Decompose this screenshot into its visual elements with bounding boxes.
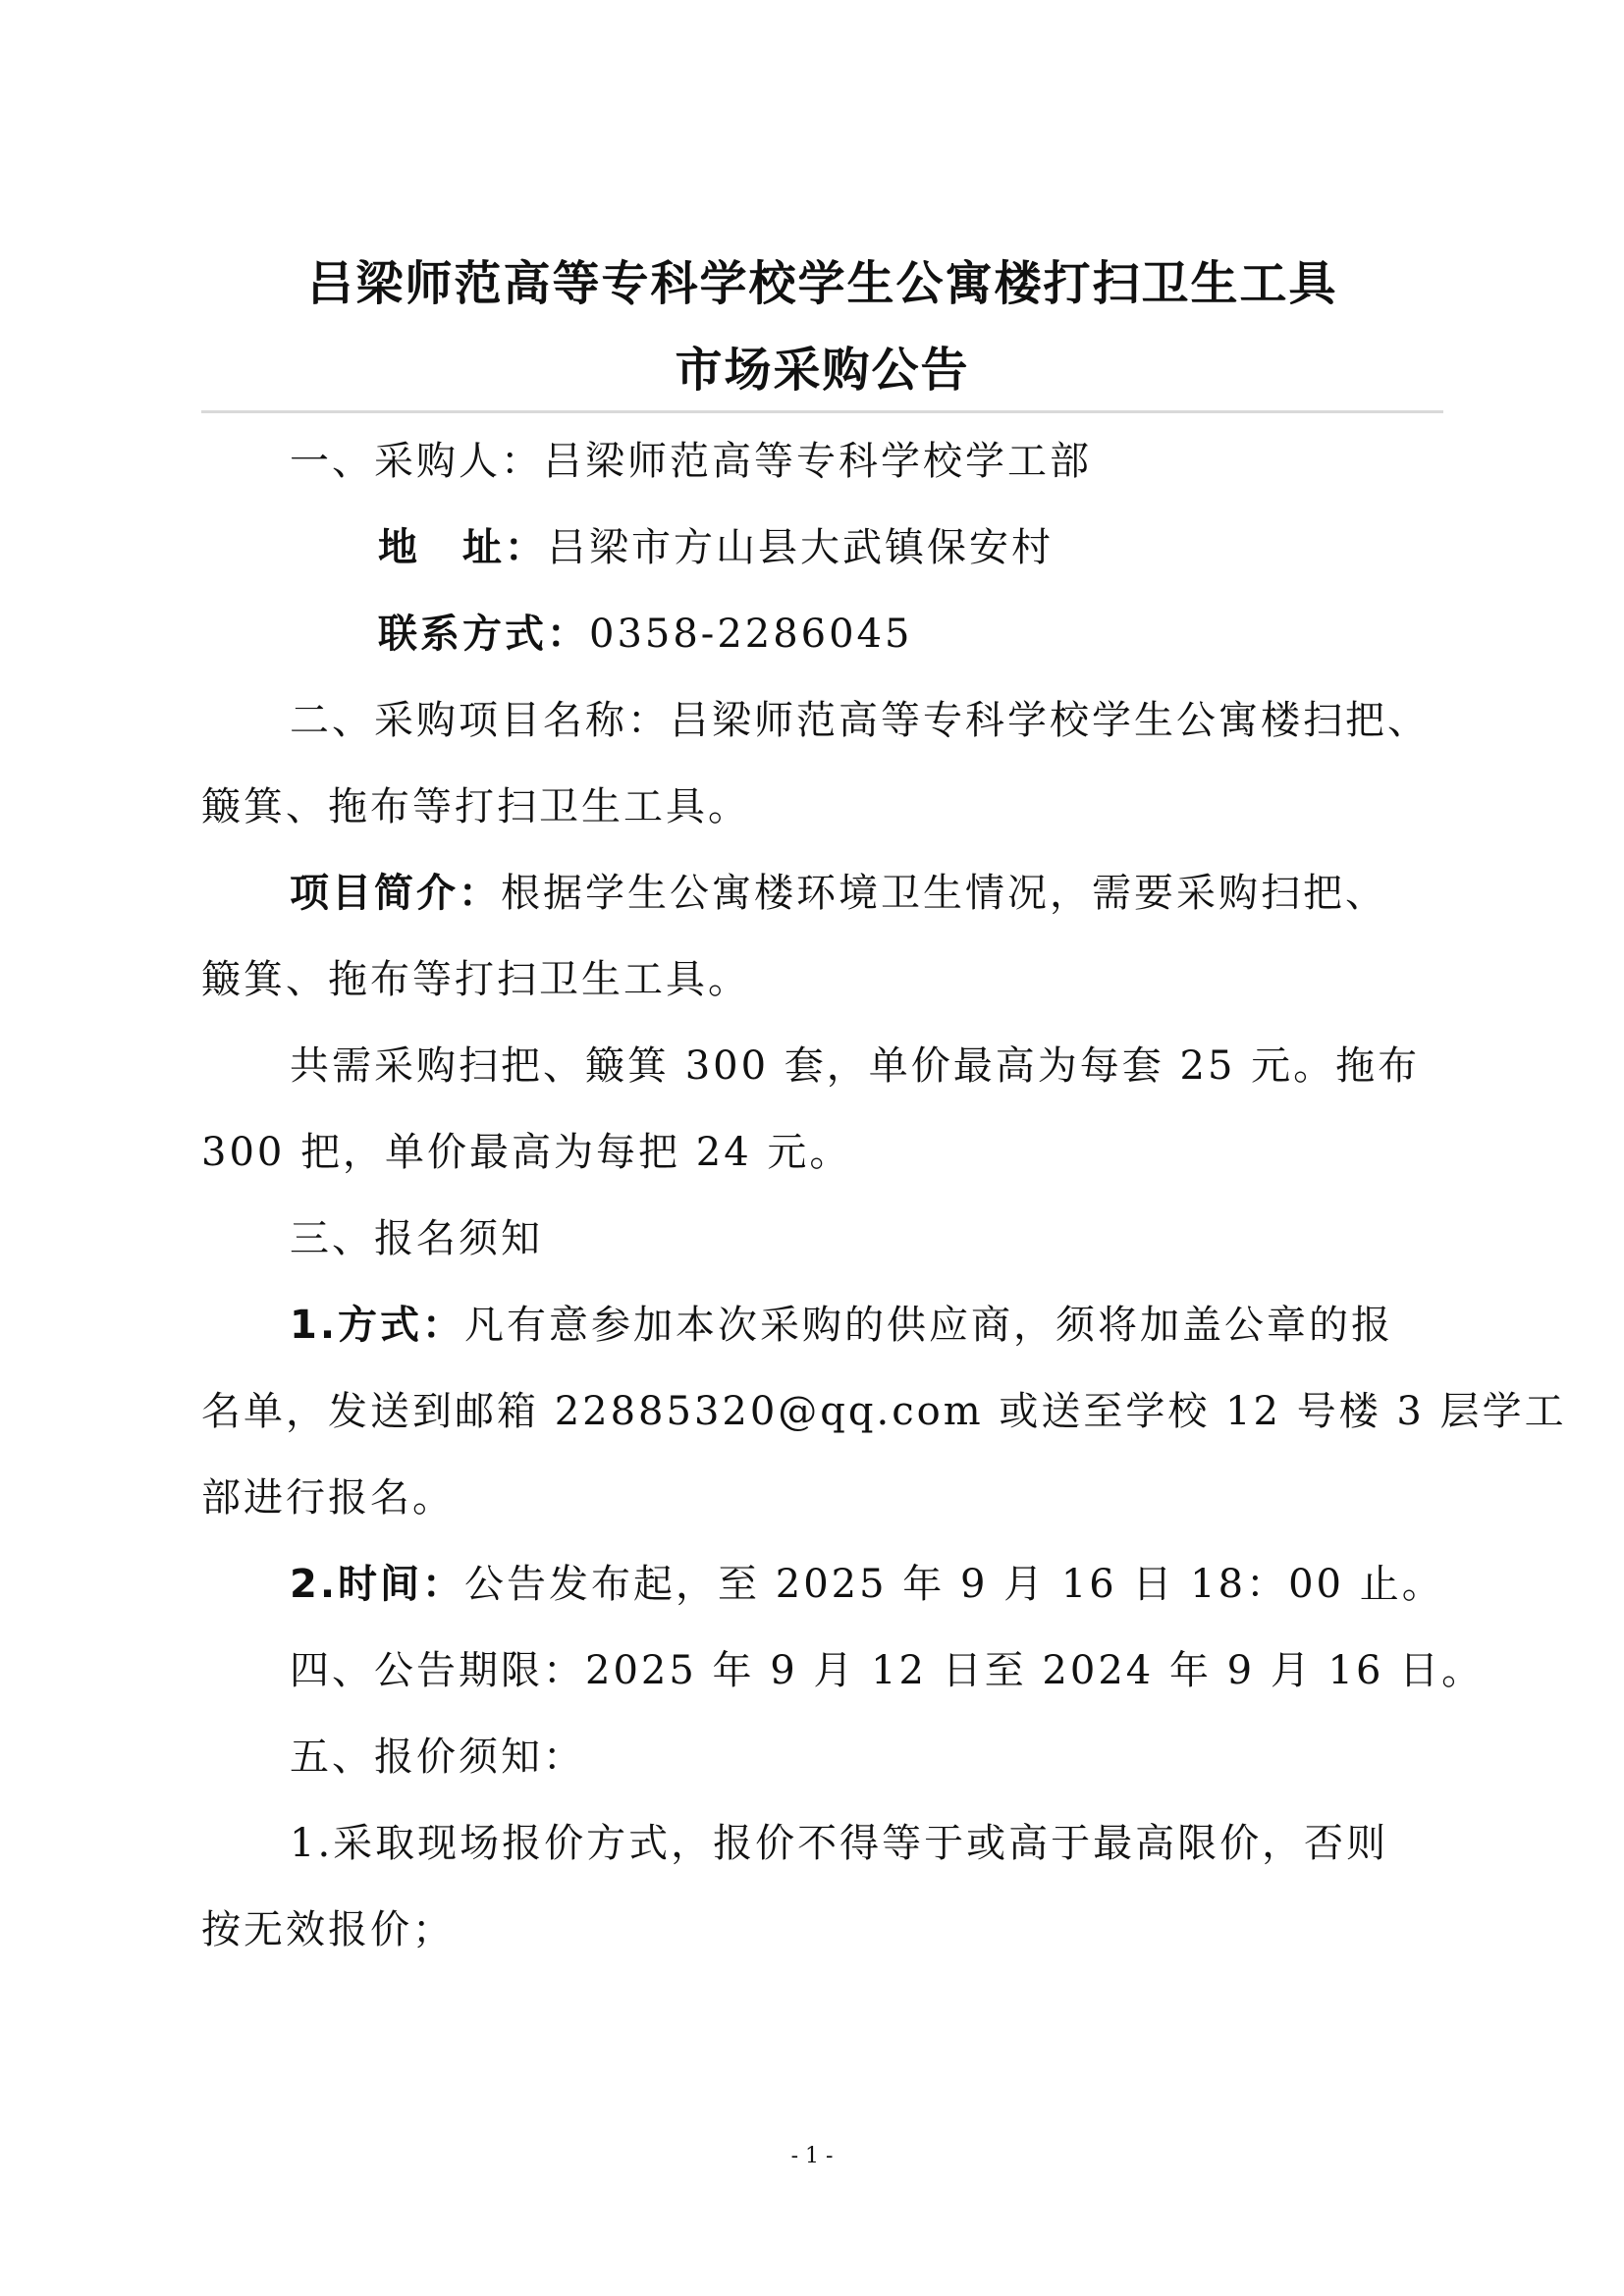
contact-value: 0358-2286045 [589, 612, 913, 657]
project-intro-text: 根据学生公寓楼环境卫生情况，需要采购扫把、 [501, 871, 1387, 916]
address-line [378, 525, 1054, 570]
page-number: - 1 - [790, 2144, 834, 2168]
method-line-3: 部进行报名。 [201, 1475, 455, 1521]
contact-label: 联系方式： [378, 612, 589, 657]
title-line-1: 吕梁师范高等专科学校学生公寓楼打扫卫生工具 [306, 256, 1338, 311]
quote-heading: 五、报价须知： [290, 1735, 585, 1780]
method-label: 1.方式： [290, 1303, 465, 1348]
project-intro-line-2: 簸箕、拖布等打扫卫生工具。 [201, 957, 750, 1002]
notice-period-line: 四、公告期限：2025 年 9 月 12 日至 2024 年 9 月 16 日。 [290, 1648, 1485, 1693]
time-label: 2.时间： [290, 1562, 465, 1607]
method-line-2: 名单，发送到邮箱 22885320@qq.com 或送至学校 12 号楼 3 层学工 [201, 1389, 1567, 1434]
address-label: 地 址： [378, 525, 547, 570]
method-text: 凡有意参加本次采购的供应商，须将加盖公章的报 [464, 1303, 1394, 1348]
quantity-line-1: 共需采购扫把、簸箕 300 套，单价最高为每套 25 元。拖布 [290, 1043, 1421, 1089]
purchaser-label: 一、采购人： [290, 439, 543, 484]
registration-heading: 三、报名须知 [290, 1216, 543, 1261]
time-line [290, 1562, 1444, 1607]
project-intro-line-1 [290, 871, 1387, 916]
purchaser-line [290, 439, 1092, 484]
project-name-line-2: 簸箕、拖布等打扫卫生工具。 [201, 784, 750, 829]
purchaser-value: 吕梁师范高等专科学校学工部 [543, 439, 1092, 484]
contact-line [378, 612, 913, 657]
method-line-1 [290, 1303, 1394, 1348]
project-name-line-1: 二、采购项目名称：吕梁师范高等专科学校学生公寓楼扫把、 [290, 698, 1430, 743]
quantity-line-2: 300 把，单价最高为每把 24 元。 [201, 1130, 852, 1175]
quote-item-1-line-2: 按无效报价； [201, 1907, 455, 1952]
time-value: 公告发布起，至 2025 年 9 月 16 日 18：00 止。 [464, 1562, 1444, 1607]
quote-item-1-line-1: 1.采取现场报价方式，报价不得等于或高于最高限价，否则 [290, 1821, 1389, 1866]
address-value: 吕梁市方山县大武镇保安村 [547, 525, 1054, 570]
title-line-2: 市场采购公告 [675, 343, 970, 398]
title-divider [201, 410, 1443, 413]
project-intro-label: 项目简介： [290, 871, 501, 916]
